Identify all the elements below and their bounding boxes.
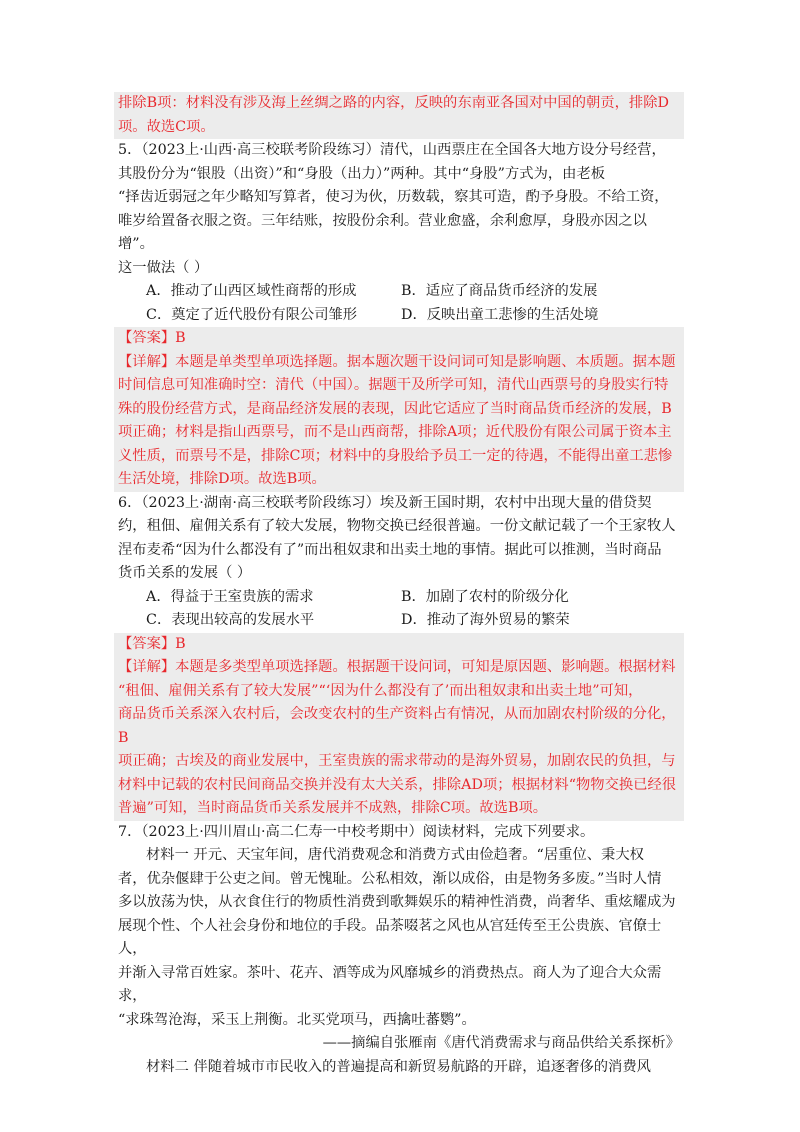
question-line: 货币关系的发展（ ）: [118, 565, 252, 581]
options: [146, 586, 680, 633]
detail-line: “租佃、雇佣关系有了较大发展”“‘因为什么都没有了’而出租奴隶和出卖土地”可知，: [118, 682, 643, 699]
material-line: 材料二 伴随着城市市民收入的普遍提高和新贸易航路的开辟，追逐奢侈的消费风: [146, 1058, 651, 1075]
answer-line: 排除B项：材料没有涉及海上丝绸之路的内容，反映的东南亚各国对中国的朝贡，排除D: [118, 95, 669, 111]
material-line: “求珠驾沧海，采玉上荆衡。北买党项马，西擒吐蕃鹦”。: [118, 1011, 476, 1028]
option-c: C．表现出较高的发展水平: [146, 612, 315, 628]
material-line: 展现个性、个人社会身份和地位的手段。品茶啜茗之风也从宫廷传至王公贵族、官僚士人，: [118, 917, 662, 957]
detail-line: 项正确；材料是指山西票号，而不是山西商帮，排除A项；近代股份有限公司属于资本主: [118, 424, 672, 440]
options: [146, 280, 680, 327]
detail-line: 殊的股份经营方式，是商品经济发展的表现，因此它适应了当时商品货币经济的发展，B: [118, 400, 672, 417]
detail-line: 普遍”可知，当时商品货币关系发展并不成熟，排除C项。故选B项。: [118, 800, 548, 816]
material-line: 多以放荡为快，从衣食住行的物质性消费到歌舞娱乐的精神性消费，尚奢华、重炫耀成为: [118, 894, 676, 910]
detail-line: 【详解】本题是单类型单项选择题。据本题次题干设问词可知是影响题、本质题。据本题: [118, 353, 676, 370]
question-line: 其股份分为“银股（出资）”和“身股（出力）”两种。其中“身股”方式为，由老板: [118, 165, 606, 182]
option-a: A．得益于王室贵族的需求: [146, 588, 314, 605]
question-5: [118, 139, 680, 492]
answer-block: [114, 327, 684, 492]
question-7: [118, 821, 680, 1080]
detail-line: 商品货币关系深入农村后，会改变农村的生产资料占有情况，从而加剧农村阶级的分化，B: [118, 706, 676, 746]
question-line: 5．（2023上·山西·高三校联考阶段练习）清代，山西票庄在全国各大地方设分号经营，: [118, 142, 666, 158]
question-line: 涅布麦希“因为什么都没有了”而出租奴隶和出卖土地的事情。据此可以推测，当时商品: [118, 541, 662, 558]
question-line: 约，租佃、雇佣关系有了较大发展，物物交换已经很普遍。一份文献记载了一个王家牧人: [118, 518, 676, 534]
question-line: 6．（2023上·湖南·高三校联考阶段练习）埃及新王国时期，农村中出现大量的借贷契: [118, 494, 652, 511]
detail-line: 义性质，而票号不是，排除C项；材料中的身股给予员工一定的待遇，不能得出童工悲惨: [118, 447, 673, 464]
detail-line: 生活处境，排除D项。故选B项。: [118, 471, 326, 487]
answer-block: [114, 633, 684, 821]
option-d: D．推动了海外贸易的繁荣: [401, 612, 570, 628]
answer-label: 【答案】B: [118, 330, 186, 346]
material-source: ——摘编自张雁南《唐代消费需求与商品供给关系探析》: [322, 1035, 680, 1051]
question-stem: 7．（2023上·四川眉山·高二仁寿一中校考期中）阅读材料，完成下列要求。: [118, 823, 595, 840]
question-6: [118, 492, 680, 821]
detail-line: 【详解】本题是多类型单项选择题。根据题干设问词，可知是原因题、影响题。根据材料: [118, 659, 676, 675]
option-c: C．奠定了近代股份有限公司雏形: [146, 306, 358, 323]
detail-line: 项正确；古埃及的商业发展中，王室贵族的需求带动的是海外贸易，加剧农民的负担，与: [118, 753, 676, 769]
answer-line: 项。故选C项。: [118, 118, 215, 135]
material-line: 并渐入寻常百姓家。茶叶、花卉、酒等成为风靡城乡的消费热点。商人为了迎合大众需求，: [118, 964, 662, 1004]
option-b: B．加剧了农村的阶级分化: [401, 588, 569, 605]
question-line: 这一做法（ ）: [118, 259, 209, 276]
detail-line: 时间信息可知准确时空：清代（中国）。据题干及所学可知，清代山西票号的身股实行特: [118, 377, 669, 393]
document-content: [118, 92, 680, 1079]
question-line: 唯岁给置备衣服之资。三年结账，按股份余利。营业愈盛，余利愈厚，身股亦因之以增”。: [118, 212, 647, 252]
question-line: “择齿近弱冠之年少略知写算者，使习为伙，历数载，察其可造，酌予身股。不给工资，: [118, 189, 669, 205]
answer-label: 【答案】B: [118, 635, 186, 652]
material-line: 材料一 开元、天宝年间，唐代消费观念和消费方式由俭趋奢。“居重位、秉大权: [146, 847, 644, 863]
option-d: D．反映出童工悲惨的生活处境: [401, 306, 599, 323]
option-b: B．适应了商品货币经济的发展: [401, 283, 598, 299]
material-line: 者，优杂偃肆于公吏之间。曾无愧耻。公私相效，渐以成俗，由是物务多废。”当时人情: [118, 870, 662, 887]
detail-line: 材料中记载的农村民间商品交换并没有太大关系，排除AD项；根据材料“物物交换已经很: [118, 776, 677, 793]
previous-answer-block: [114, 92, 684, 139]
option-a: A．推动了山西区域性商帮的形成: [146, 283, 357, 299]
